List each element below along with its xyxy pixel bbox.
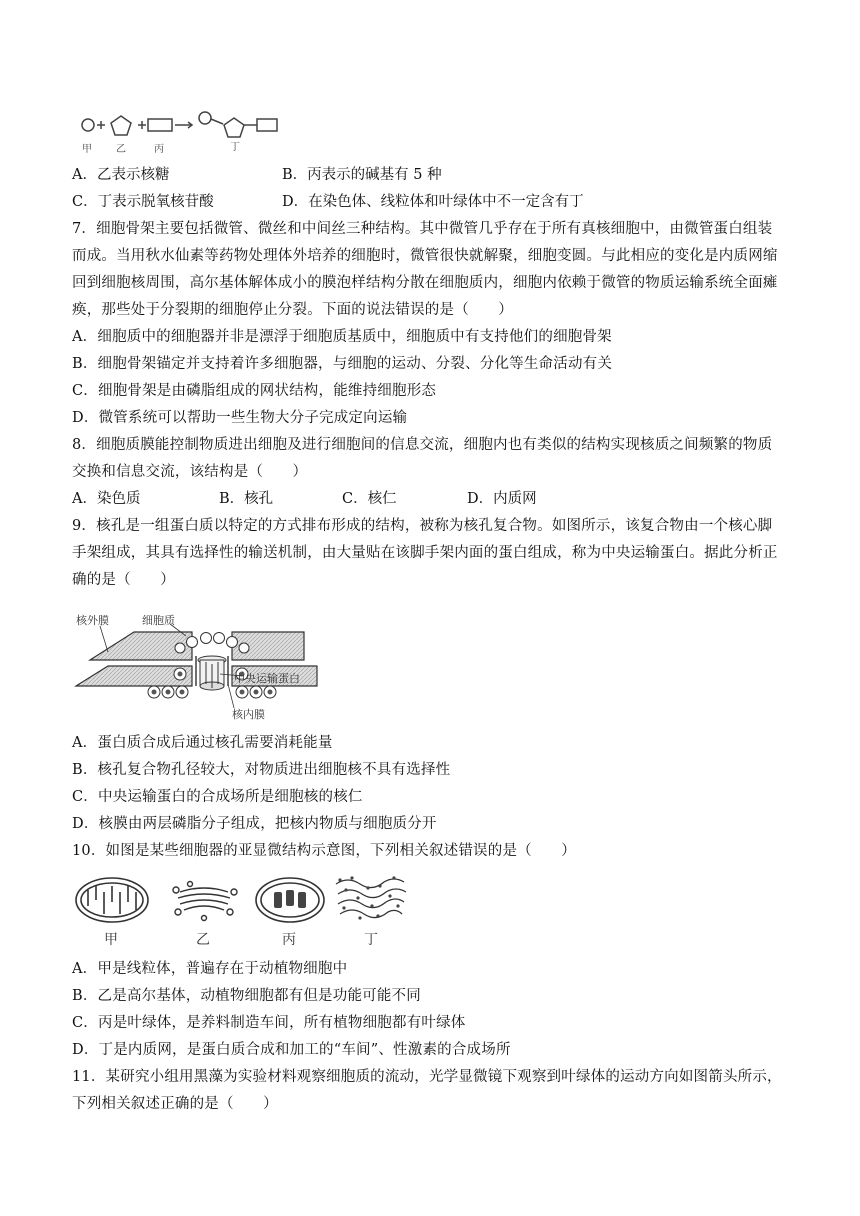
q7-option-c[interactable]: C．细胞骨架是由磷脂组成的网状结构，能维持细胞形态 <box>72 383 437 399</box>
label-inner-membrane: 核内膜 <box>232 708 265 721</box>
q8-stem-line-1: 8．细胞质膜能控制物质进出细胞及进行细胞间的信息交流，细胞内也有类似的结构实现核质之间频繁的物质 <box>72 437 773 453</box>
label-bing: 丙 <box>154 144 164 155</box>
q9-option-d[interactable]: D．核膜由两层磷脂分子组成，把核内物质与细胞质分开 <box>72 816 437 832</box>
label-ding: 丁 <box>230 142 240 153</box>
nucleotide-diagram <box>74 104 284 156</box>
q7-stem-line-2: 而成。当用秋水仙素等药物处理体外培养的细胞时，微管很快就解聚，细胞变圆。与此相应的变化是内质网缩 <box>72 248 778 264</box>
q7-option-a[interactable]: A．细胞质中的细胞器并非是漂浮于细胞质基质中，细胞质中有支持他们的细胞骨架 <box>72 329 612 345</box>
label-bing: 丙 <box>282 932 296 948</box>
label-yi: 乙 <box>116 144 126 155</box>
q9-option-c[interactable]: C．中央运输蛋白的合成场所是细胞核的核仁 <box>72 789 363 805</box>
q9-option-b[interactable]: B．核孔复合物孔径较大，对物质进出细胞核不具有选择性 <box>72 762 451 778</box>
organelles-diagram <box>72 868 412 950</box>
q8-option-a[interactable]: A．染色质 <box>72 491 141 507</box>
q6-option-a[interactable]: A．乙表示核糖 <box>72 167 170 183</box>
q8-stem-line-2: 交换和信息交流，该结构是（ ） <box>72 464 308 480</box>
label-outer-membrane: 核外膜 <box>76 614 109 627</box>
label-jia: 甲 <box>104 932 118 948</box>
label-yi: 乙 <box>196 932 210 948</box>
q10-option-a[interactable]: A．甲是线粒体，普遍存在于动植物细胞中 <box>72 961 348 977</box>
q7-stem-line-3: 回到细胞核周围，高尔基体解体成小的膜泡样结构分散在细胞质内，细胞内依赖于微管的物质运输系统全面瘫 <box>72 275 778 291</box>
q9-option-a[interactable]: A．蛋白质合成后通过核孔需要消耗能量 <box>72 735 333 751</box>
q6-option-d[interactable]: D．在染色体、线粒体和叶绿体中不一定含有丁 <box>282 194 584 210</box>
label-jia: 甲 <box>82 144 92 155</box>
q8-option-b[interactable]: B．核孔 <box>219 491 274 507</box>
q8-option-d[interactable]: D．内质网 <box>467 491 537 507</box>
q7-option-b[interactable]: B．细胞骨架锚定并支持着许多细胞器，与细胞的运动、分裂、分化等生命活动有关 <box>72 356 613 372</box>
q7-option-d[interactable]: D．微管系统可以帮助一些生物大分子完成定向运输 <box>72 410 408 426</box>
q9-stem-line-3: 确的是（ ） <box>72 572 175 588</box>
nuclear-pore-diagram <box>72 612 332 724</box>
q7-stem-line-1: 7．细胞骨架主要包括微管、微丝和中间丝三种结构。其中微管几乎存在于所有真核细胞中，由微管蛋白组装 <box>72 221 773 237</box>
q10-option-c[interactable]: C．丙是叶绿体，是养料制造车间，所有植物细胞都有叶绿体 <box>72 1015 466 1031</box>
q7-stem-line-4: 痪，那些处于分裂期的细胞停止分裂。下面的说法错误的是（ ） <box>72 302 513 318</box>
label-cytoplasm: 细胞质 <box>142 614 175 627</box>
label-ding: 丁 <box>364 932 378 948</box>
q9-stem-line-1: 9．核孔是一组蛋白质以特定的方式排布形成的结构，被称为核孔复合物。如图所示，该复合物由一个核心脚 <box>72 518 773 534</box>
q9-stem-line-2: 手架组成，其具有选择性的输送机制，由大量贴在该脚手架内面的蛋白组成，称为中央运输蛋白。据此分析正 <box>72 545 778 561</box>
label-central-transport-protein: 中央运输蛋白 <box>234 672 300 685</box>
q10-option-d[interactable]: D．丁是内质网，是蛋白质合成和加工的“车间”、性激素的合成场所 <box>72 1042 511 1058</box>
q11-stem-line-2: 下列相关叙述正确的是（ ） <box>72 1096 278 1112</box>
q10-option-b[interactable]: B．乙是高尔基体，动植物细胞都有但是功能可能不同 <box>72 988 421 1004</box>
q8-option-c[interactable]: C．核仁 <box>342 491 397 507</box>
q6-option-c[interactable]: C．丁表示脱氧核苷酸 <box>72 194 214 210</box>
q6-option-b[interactable]: B．丙表示的碱基有 5 种 <box>282 167 442 183</box>
q10-stem: 10．如图是某些细胞器的亚显微结构示意图，下列相关叙述错误的是（ ） <box>72 843 576 859</box>
q11-stem-line-1: 11．某研究小组用黑藻为实验材料观察细胞质的流动，光学显微镜下观察到叶绿体的运动方向如图箭头所示， <box>72 1069 782 1085</box>
